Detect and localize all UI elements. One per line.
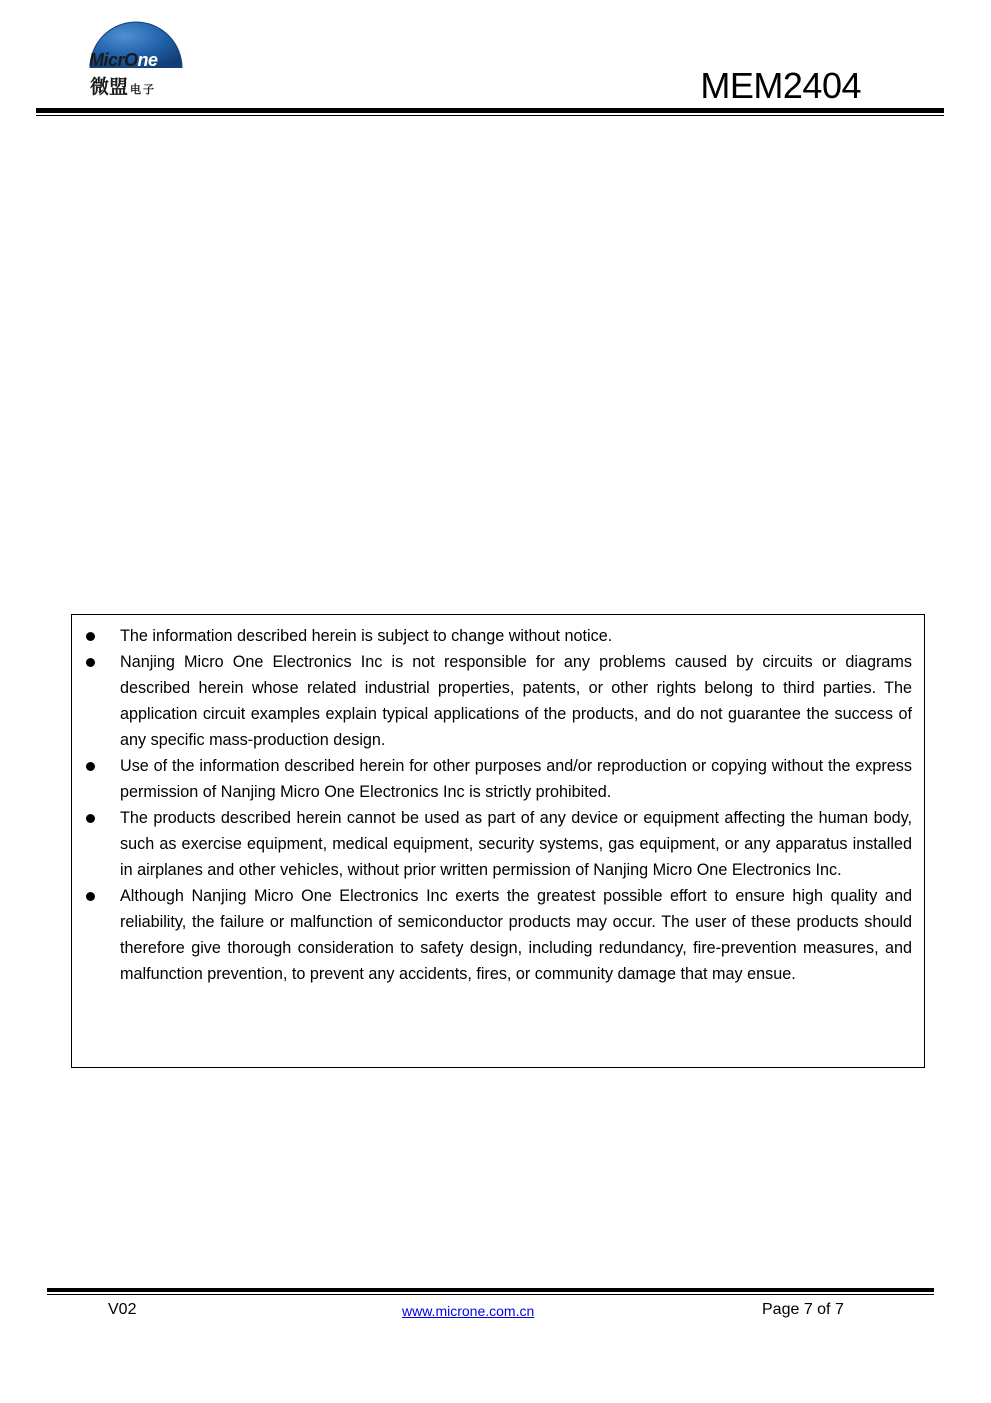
bullet-icon xyxy=(86,892,95,901)
bullet-icon xyxy=(86,814,95,823)
logo-brand-text xyxy=(89,50,158,70)
logo-brand-part1: MicrO xyxy=(89,50,138,70)
document-title: MEM2404 xyxy=(700,65,861,106)
disclaimer-text: Nanjing Micro One Electronics Inc is not responsible for any problems caused by circuits or diagrams described herein whose related industrial properties, patents, or other rights belong to third parties. The application circuit examples explain typical applications of the products, and do not guarantee the success of any specific mass-production design. xyxy=(120,653,912,749)
logo-chinese-sub: 电子 xyxy=(130,83,157,96)
disclaimer-item xyxy=(72,649,924,753)
footer-website-link[interactable]: www.microne.com.cn xyxy=(402,1303,535,1319)
footer-version: V02 xyxy=(108,1301,137,1318)
disclaimer-text: Use of the information described herein for other purposes and/or reproduction or copying without the express permission of Nanjing Micro One Electronics Inc is strictly prohibited. xyxy=(120,757,912,801)
disclaimer-item xyxy=(72,623,924,649)
company-logo xyxy=(86,10,186,96)
disclaimer-item xyxy=(72,805,924,883)
bullet-icon xyxy=(86,762,95,771)
disclaimer-box xyxy=(71,614,925,1068)
bullet-icon xyxy=(86,632,95,641)
disclaimer-text: The products described herein cannot be used as part of any device or equipment affecting the human body, such as exercise equipment, medical equipment, security systems, gas equipment, or any apparatus installed in airplanes and other vehicles, without prior written permission of Nanjing Micro One Electronics Inc. xyxy=(120,809,912,879)
bullet-icon xyxy=(86,658,95,667)
footer-page-number: Page 7 of 7 xyxy=(762,1301,844,1318)
header-rule-thin xyxy=(36,115,944,116)
logo-chinese-text xyxy=(90,72,156,99)
header-rule-thick xyxy=(36,108,944,113)
disclaimer-list xyxy=(72,623,924,987)
footer-rule-thin xyxy=(47,1294,934,1295)
disclaimer-item xyxy=(72,883,924,987)
disclaimer-item xyxy=(72,753,924,805)
disclaimer-text: Although Nanjing Micro One Electronics Inc exerts the greatest possible effort to ensure high quality and reliability, the failure or malfunction of semiconductor products may occur. The user of these products should therefore give thorough consideration to safety design, including redundancy, fire-prevention measures, and malfunction prevention, to prevent any accidents, fires, or community damage that may ensue. xyxy=(120,887,912,983)
logo-brand-part2: ne xyxy=(137,50,158,70)
logo-chinese-main: 微盟 xyxy=(90,76,129,98)
footer-rule-thick xyxy=(47,1288,934,1292)
disclaimer-text: The information described herein is subject to change without notice. xyxy=(120,627,613,645)
